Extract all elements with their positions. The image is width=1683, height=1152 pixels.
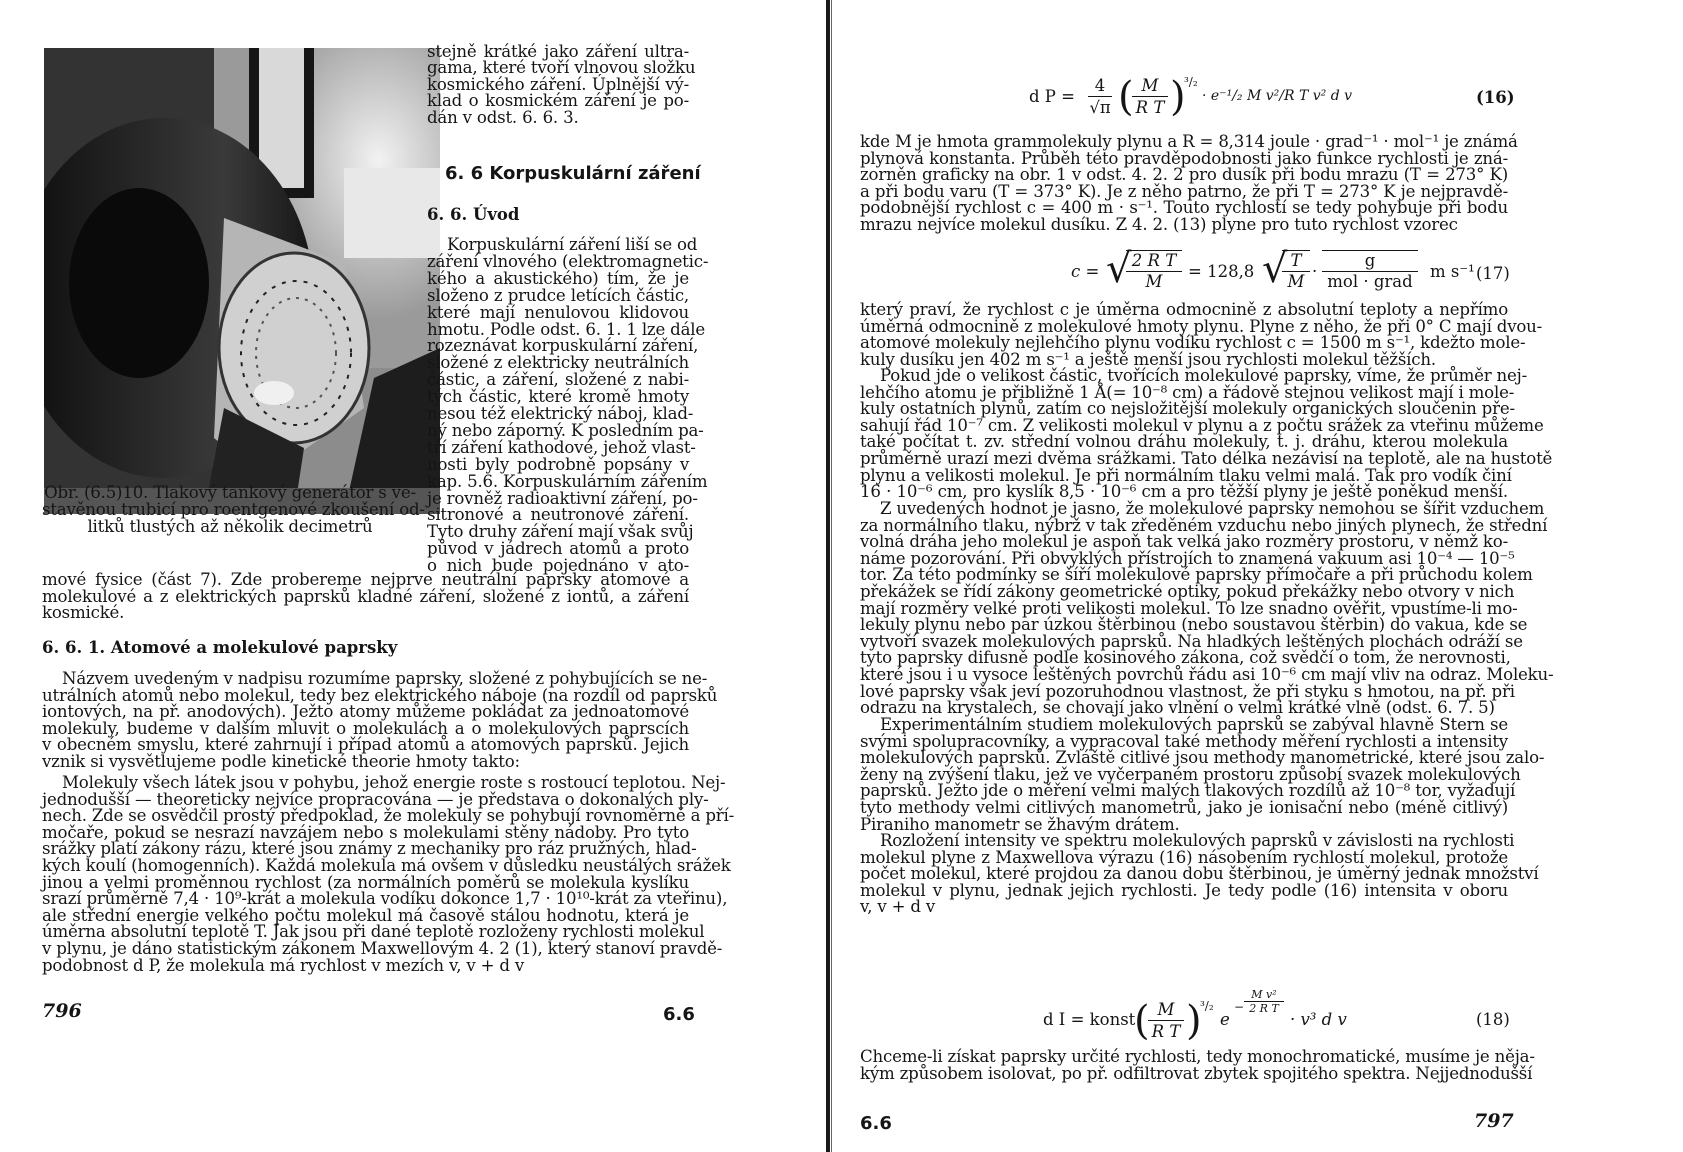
text-line: vznik si vysvětlujeme podle kinetické theorie hmoty takto: [42,752,520,771]
text-line: nesou též elektrický náboj, klad- [427,404,694,423]
text-line: počet molekul, které projdou za danou dobu štěrbinou, je úměrný jednak množství [860,864,1539,884]
right-page [834,0,1683,1152]
text-line: Rozložení intensity ve spektru molekulových paprsků v závislosti na rychlosti [880,831,1515,850]
text-line: jinou a velmi proměnnou rychlost (za normálních poměrů se molekula kyslíku [42,872,689,892]
text-line: mové fysice (část 7). Zde probereme nejprve neutrální paprsky atomové a [42,570,689,589]
subheading-intro: 6. 6. Úvod [427,205,520,224]
text-line: molekulových paprsků. Zvláště citlivé jsou methody manometrické, které jsou zalo- [860,748,1545,768]
eq17-r1-den: M [1145,272,1163,291]
eq17-r1-num: 2 R T [1126,250,1182,272]
text-line: molekulové a z elektrických paprsků kladné záření, složené z iontů, a záření [42,586,689,606]
eq17-mid: = 128,8 [1188,262,1255,281]
text-line: vytvoří svazek molekulových paprsků. Na hladkých leštěných plochách odráží se [860,631,1523,651]
text-line: Korpuskulární záření liší se od [447,235,698,254]
text-line: stavěnou trubicí pro roentgenové zkoušení od- [42,500,425,519]
eq16-paren-close: ) [1170,74,1186,120]
text-line: ný nebo záporný. K posledním pa- [427,420,704,440]
eq17-lhs: c = [1071,262,1100,281]
text-line: tých částic, které kromě hmoty [427,387,689,407]
eq18-number: (18) [1476,1010,1510,1029]
text-line: náme pozorování. Při obvyklých přístrojích to znamená vakuum asi 10⁻⁴ — 10⁻⁵ [860,548,1515,568]
text-line: záření vlnového (elektromagnetic- [427,251,709,271]
text-line: podobnost d P, že molekula má rychlost v mezích v, v + d v [42,955,525,975]
eq18-e: e [1220,1010,1230,1029]
text-line: lehčího atomu je přibližně 1 Å(= 10⁻⁸ cm) a řádově stejnou velikost mají i mole- [860,382,1515,402]
eq17-r2a-num: T [1282,250,1310,272]
text-line: zorněn graficky na obr. 1 v odst. 4. 2. 2 pro dusík při bodu mrazu (T = 273° K) [860,165,1508,185]
text-line: molekul plyne z Maxwellova výrazu (16) násobením rychlostí molekul, protože [860,847,1508,867]
text-line: svými spolupracovníky, a vypracoval také methody měření rychlosti a intensity [860,731,1508,751]
text-line: tor. Za této podmínky se šíří molekulové paprsky přímočaře a při průchodu kolem [860,565,1533,585]
text-line: stejně krátké jako záření ultra- [427,42,689,61]
text-line: složeno z prudce letících částic, [427,285,689,305]
text-line: molekul v plynu, jednak jejich rychlosti. Je tedy podle (16) intensita v oboru [860,880,1508,900]
text-line: kosmické. [42,603,125,622]
text-line: litků tlustých až několik decimetrů [87,517,373,536]
text-line: sitronové a neutronové záření. [427,505,689,525]
text-line: v obecném smyslu, které zahrnují i případ atomů a atomových paprsků. Jejich [42,735,689,755]
text-line: také počítat t. zv. střední volnou dráhu molekuly, t. j. dráhu, kterou molekula [860,432,1508,452]
text-line: paprsků. Ježto jde o měření velmi malých tlakových rozdílů až 10⁻⁸ tor, vyžadují [860,781,1516,801]
text-line: původ v jádrech atomů a proto [427,539,689,559]
left-page [0,0,828,1152]
eq16-tail: · e⁻¹/₂ M v²/R T v² d v [1202,88,1353,104]
page-number-right: 797 [1474,1110,1514,1132]
text-line: Názvem uvedeným v nadpisu rozumíme paprsky, složené z pohybujících se ne- [62,669,708,688]
text-line: je rovněž radioaktivní záření, po- [427,488,698,508]
text-line: kuly ostatních plynů, zatím co nejsložitější molekuly organických sloučenin pře- [860,399,1515,419]
text-line: podobnější rychlost c = 400 m · s⁻¹. Touto rychlostí se tedy pohybuje při bodu [860,198,1508,218]
text-line: sahují řád 10⁻⁷ cm. Z velikosti molekul v plynu a z počtu srážek za vteřinu můžeme [860,415,1544,435]
eq16-paren-open: ( [1118,74,1134,120]
page-number-left: 796 [42,1000,82,1022]
eq18-paren-open: ( [1134,998,1150,1044]
text-line: mají rozměry velké proti velikosti molekul. To lze snadno ověřit, vpustíme-li mo- [860,598,1518,618]
text-line: v, v + d v [860,897,936,917]
text-line: lové paprsky však jeví pozoruhodnou vlastnost, že při styku s hmotou, na př. při [860,681,1515,701]
text-line: překážek se řídí zákony geometrické optiky, pokud překážky nebo otvory v nich [860,582,1515,601]
eq16-coef-den: √π [1089,98,1111,117]
eq18-minus: − [1234,1000,1245,1014]
text-line: srazí průměrně 7,4 · 10⁹-krát a molekula vodíku dokonce 1,7 · 10¹⁰-krát za vteřinu), [42,889,728,909]
text-line: plynu a velikosti molekul. Je při normálním tlaku velmi malá. Tak pro vodík činí [860,465,1512,485]
section-marker-left: 6.6 [663,1004,695,1025]
eq17-root1: √ [1106,246,1132,292]
text-line: kap. 5.6. Korpuskulárním zářením [427,471,708,491]
page-gutter-shadow [831,0,832,1152]
eq18-exp-den: 2 R T [1249,1002,1279,1015]
text-line: ale střední energie velkého počtu molekul má časově stálou hodnotu, která je [42,905,689,925]
section-marker-right: 6.6 [860,1113,892,1134]
text-line: Experimentálním studiem molekulových paprsků se zabýval hlavně Stern se [880,715,1508,734]
section-heading: 6. 6 Korpuskulární záření [445,163,701,184]
text-line: dán v odst. 6. 6. 3. [427,107,579,127]
text-line: iontových, na př. anodových). Ježto atomy můžeme pokládat za jednoatomové [42,702,689,722]
eq16-frac-den: R T [1135,98,1165,117]
eq17-r2b-den: mol · grad [1327,272,1413,291]
text-line: jednodušší — theoreticky nejvíce propracována — je představa o dokonalých ply- [42,789,709,809]
eq16-number: (16) [1476,88,1515,107]
eq17-r2b-num: g [1322,250,1418,272]
eq16-exp: ³/₂ [1184,75,1198,89]
text-line: složené z elektricky neutrálních [427,353,689,373]
text-line: odrazu na krystalech, se chovají jako vlnění o velmi krátké vlně (odst. 6. 7. 5) [860,698,1495,718]
eq17-number: (17) [1476,264,1510,283]
text-line: průměrně urazí mezi dvěma srážkami. Tato délka nezávisí na teplotě, ale na hustotě [860,449,1553,468]
text-line: Z uvedených hodnot je jasno, že molekulové paprsky nemohou se šířit vzduchem [880,499,1545,518]
text-line: v plynu, je dáno statistickým zákonem Maxwellovým 4. 2 (1), který stanoví pravdě- [42,939,723,958]
eq18-lhs: d I = konst [1043,1010,1136,1029]
eq16-coef-num: 4 [1088,76,1112,97]
text-line: hmotu. Podle odst. 6. 1. 1 lze dále [427,319,706,339]
text-line: Piraniho manometr se žhavým drátem. [860,814,1180,834]
text-line: plynová konstanta. Průběh této pravděpodobnosti jako funkce rychlosti je zná- [860,148,1508,168]
text-line: kým způsobem isolovat, po př. odfiltrovat zbytek spojitého spektra. Nejjednodušší [860,1063,1533,1083]
text-line: kde M je hmota grammolekuly plynu a R = 8,314 joule · grad⁻¹ · mol⁻¹ je známá [860,132,1518,151]
subheading-atomic: 6. 6. 1. Atomové a molekulové paprsky [42,638,398,657]
figure-photo [44,48,440,514]
text-line: močaře, pokud se nesrazí navzájem nebo s molekulami stěny nádoby. Pro tyto [42,822,689,842]
eq17-r2a-den: M [1287,272,1305,291]
text-line: 16 · 10⁻⁶ cm, pro kyslík 8,5 · 10⁻⁶ cm a pro těžší plyny je ještě poněkud menší. [860,482,1508,502]
eq17-unit: m s⁻¹ [1430,262,1475,281]
text-line: Pokud jde o velikost částic, tvořících molekulové paprsky, víme, že průměr nej- [880,366,1528,385]
text-line: mrazu nejvíce molekul dusíku. Z 4. 2. (13) plyne pro tuto rychlost vzorec [860,215,1458,234]
eq18-exp: ³/₂ [1200,999,1214,1013]
text-line: kosmického záření. Úplnější vý- [427,74,689,94]
text-line: tyto methody velmi citlivých manometrů, jako je ionisační nebo (méně citlivý) [860,798,1508,817]
text-line: Tyto druhy záření mají však svůj [427,522,694,542]
text-line: gama, které tvoří vlnovou složku [427,58,696,78]
text-line: Obr. (6.5)10. Tlakový tankový generátor s ve- [44,483,416,502]
text-line: utrálních atomů nebo molekul, tedy bez elektrického náboje (na rozdíl od paprsků [42,685,718,705]
text-line: kuly dusíku jen 402 m s⁻¹ a ještě menší jsou rychlosti molekul těžších. [860,349,1436,369]
text-line: nech. Zde se osvědčil prostý předpoklad, že molekuly se pohybují rovnoměrně a pří- [42,806,735,826]
text-line: lekuly plynu nebo par úzkou štěrbinou (nebo soustavou štěrbin) do vakua, kde se [860,615,1528,635]
text-line: úměrna absolutní teplotě T. Jak jsou při dané teplotě rozloženy rychlosti molekul [42,922,705,942]
text-line: atomové molekuly nejlehčího plynu vodíku rychlost c = 1500 m s⁻¹, kdežto mole- [860,333,1526,353]
text-line: za normálního tlaku, nýbrž v tak zředěném vzduchu nebo jiných plynech, že střední [860,515,1548,535]
text-line: Molekuly všech látek jsou v pohybu, jehož energie roste s rostoucí teplotou. Nej- [62,773,726,792]
eq18-frac-num: M [1148,1000,1184,1021]
text-line: Chceme-li získat paprsky určité rychlosti, tedy monochromatické, musíme je něja- [860,1047,1535,1066]
text-line: nosti byly podrobně popsány v [427,454,689,474]
text-line: které mají nenulovou klidovou [427,302,689,322]
text-line: molekuly, budeme v dalším mluvit o molekulách a o molekulových paprscích [42,718,689,738]
eq17-dot: · [1312,262,1318,281]
eq18-frac-den: R T [1151,1022,1181,1041]
text-line: tyto paprsky difusně podle kosinového zákona, což svědčí o tom, že nerovnosti, [860,648,1511,668]
text-line: kých koulí (homogenních). Každá molekula má ovšem v důsledku neustálých srážek [42,856,731,875]
text-line: rozeznávat korpuskulární záření, [427,336,699,356]
text-line: srážky platí zákony rázu, které jsou známy z mechaniky pro ráz pružných, hlad- [42,839,697,859]
eq16-lhs: d P = [1029,87,1075,106]
text-line: klad o kosmickém záření je po- [427,91,689,111]
eq17-root2: √ [1262,246,1288,292]
eq18-exp-num: M v² [1244,988,1284,1002]
text-line: ženy na zvýšení tlaku, jež ve vyčerpaném prostoru způsobí svazek molekulových [860,764,1521,784]
eq18-tail: · v³ d v [1290,1010,1347,1029]
text-line: tří záření kathodové, jehož vlast- [427,437,696,457]
eq18-paren-close: ) [1186,998,1202,1044]
eq16-frac-num: M [1132,76,1168,97]
text-line: částic, a záření, složené z nabi- [427,370,689,390]
text-line: kého a akustického) tím, že je [427,268,689,288]
text-line: a při bodu varu (T = 373° K). Je z něho patrno, že při T = 273° K je nejpravdě- [860,181,1508,201]
text-line: o nich bude pojednáno v ato- [427,556,689,576]
text-line: volná dráha jeho molekul je aspoň tak velká jako rozměry prostoru, v němž ko- [860,532,1508,552]
text-line: které jsou i u vysoce leštěných povrchů řádu asi 10⁻⁶ cm mají vliv na odraz. Moleku- [860,665,1554,684]
text-line: úměrná odmocnině z molekulové hmoty plynu. Plyne z něho, že při 0° C mají dvou- [860,316,1543,336]
text-line: který praví, že rychlost c je úměrna odmocnině z absolutní teploty a nepřímo [860,300,1508,319]
